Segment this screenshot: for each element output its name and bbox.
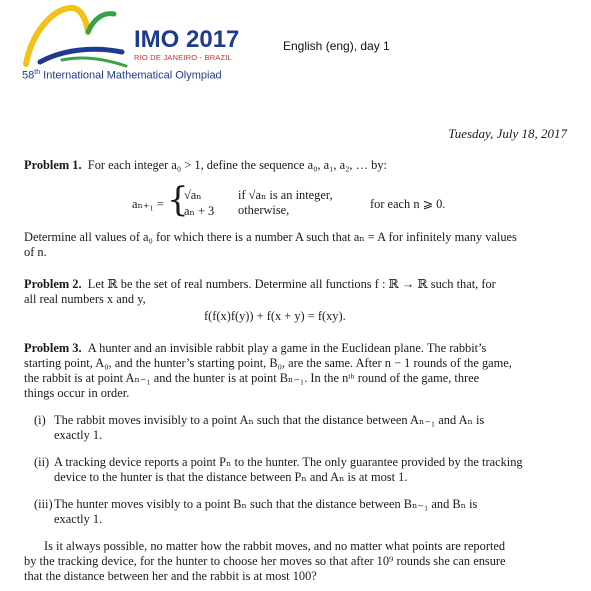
item-text: The hunter moves visibly to a point Bₙ such that the distance between Bₙ₋₁ and Bₙ is	[54, 497, 478, 511]
problem2-line1	[24, 277, 568, 292]
problem1-brace: {	[167, 180, 189, 220]
problem1-label: Problem 1.	[24, 158, 82, 172]
problem2-text-1: Let ℝ be the set of real numbers. Determine all functions f : ℝ → ℝ such that, for	[87, 277, 496, 291]
problem3-item-i	[34, 413, 568, 428]
problem1-question-1: Determine all values of a₀ for which there is a number A such that aₙ = A for infinitely many values	[24, 230, 517, 244]
logo-title: IMO 2017	[134, 26, 240, 53]
problem1-case1-cond: if √aₙ is an integer,	[238, 188, 333, 202]
item-text: A tracking device reports a point Pₙ to the hunter. The only guarantee provided by the tracking	[54, 455, 523, 469]
exam-date: Tuesday, July 18, 2017	[448, 126, 567, 141]
problem3-intro-2: starting point, A₀, and the hunter’s starting point, B₀, are the same. After n − 1 rounds of the game,	[24, 356, 512, 370]
olympiad-name	[22, 69, 222, 82]
problem1-question-2: of n.	[24, 245, 47, 259]
problem3-closing-1: Is it always possible, no matter how the rabbit moves, and no matter what points are reported	[44, 539, 506, 553]
problem3-item-iii-cont: exactly 1.	[54, 512, 103, 526]
problem3-item-ii	[34, 455, 568, 470]
problem2-equation: f(f(x)f(y)) + f(x + y) = f(xy).	[204, 309, 346, 323]
item-text: The rabbit moves invisibly to a point Aₙ such that the distance between Aₙ₋₁ and Aₙ is	[54, 413, 485, 427]
problem1-case1-expr: √aₙ	[184, 188, 202, 202]
problem1-lhs: aₙ₊₁ =	[132, 197, 164, 211]
problem3-closing-3: that the distance between her and the rabbit is at most 100?	[24, 569, 317, 583]
olympiad-ordinal: th	[34, 69, 41, 76]
problem3-intro-1: A hunter and an invisible rabbit play a game in the Euclidean plane. The rabbit’s	[87, 341, 487, 355]
item-label: (iii)	[34, 497, 53, 511]
imo-logo-mark	[22, 2, 134, 72]
problem3-line1	[24, 341, 568, 356]
olympiad-number: 58	[22, 69, 35, 82]
problem3-item-iii	[34, 497, 568, 512]
problem3-item-i-cont: exactly 1.	[54, 428, 103, 442]
problem3-intro-3: the rabbit is at point Aₙ₋₁ and the hunter is at point Bₙ₋₁. In the nᵗʰ round of the game, three	[24, 371, 480, 385]
problem1-case2-cond: otherwise,	[238, 203, 290, 217]
problem2-label: Problem 2.	[24, 277, 82, 291]
problem2-line2: all real numbers x and y,	[24, 292, 146, 306]
language-day: English (eng), day 1	[283, 39, 390, 53]
problem3-closing-2: by the tracking device, for the hunter to choose her moves so that after 10⁹ rounds she can ensure	[24, 554, 506, 568]
problem3-label: Problem 3.	[24, 341, 82, 355]
item-label: (ii)	[34, 455, 50, 469]
problem3-intro-4: things occur in order.	[24, 386, 130, 400]
item-label: (i)	[34, 413, 46, 427]
problem1-intro-text: For each integer a₀ > 1, define the sequence a₀, a₁, a₂, … by:	[87, 158, 387, 172]
logo-subtitle: RIO DE JANEIRO - BRAZIL	[134, 53, 232, 62]
problem1-case2-expr: aₙ + 3	[184, 204, 215, 218]
problem1-intro	[24, 158, 568, 173]
problem3-item-ii-cont: device to the hunter is that the distance between Pₙ and Aₙ is at most 1.	[54, 470, 408, 484]
olympiad-title: International Mathematical Olympiad	[40, 69, 222, 82]
problem1-for-each: for each n ⩾ 0.	[370, 197, 446, 211]
